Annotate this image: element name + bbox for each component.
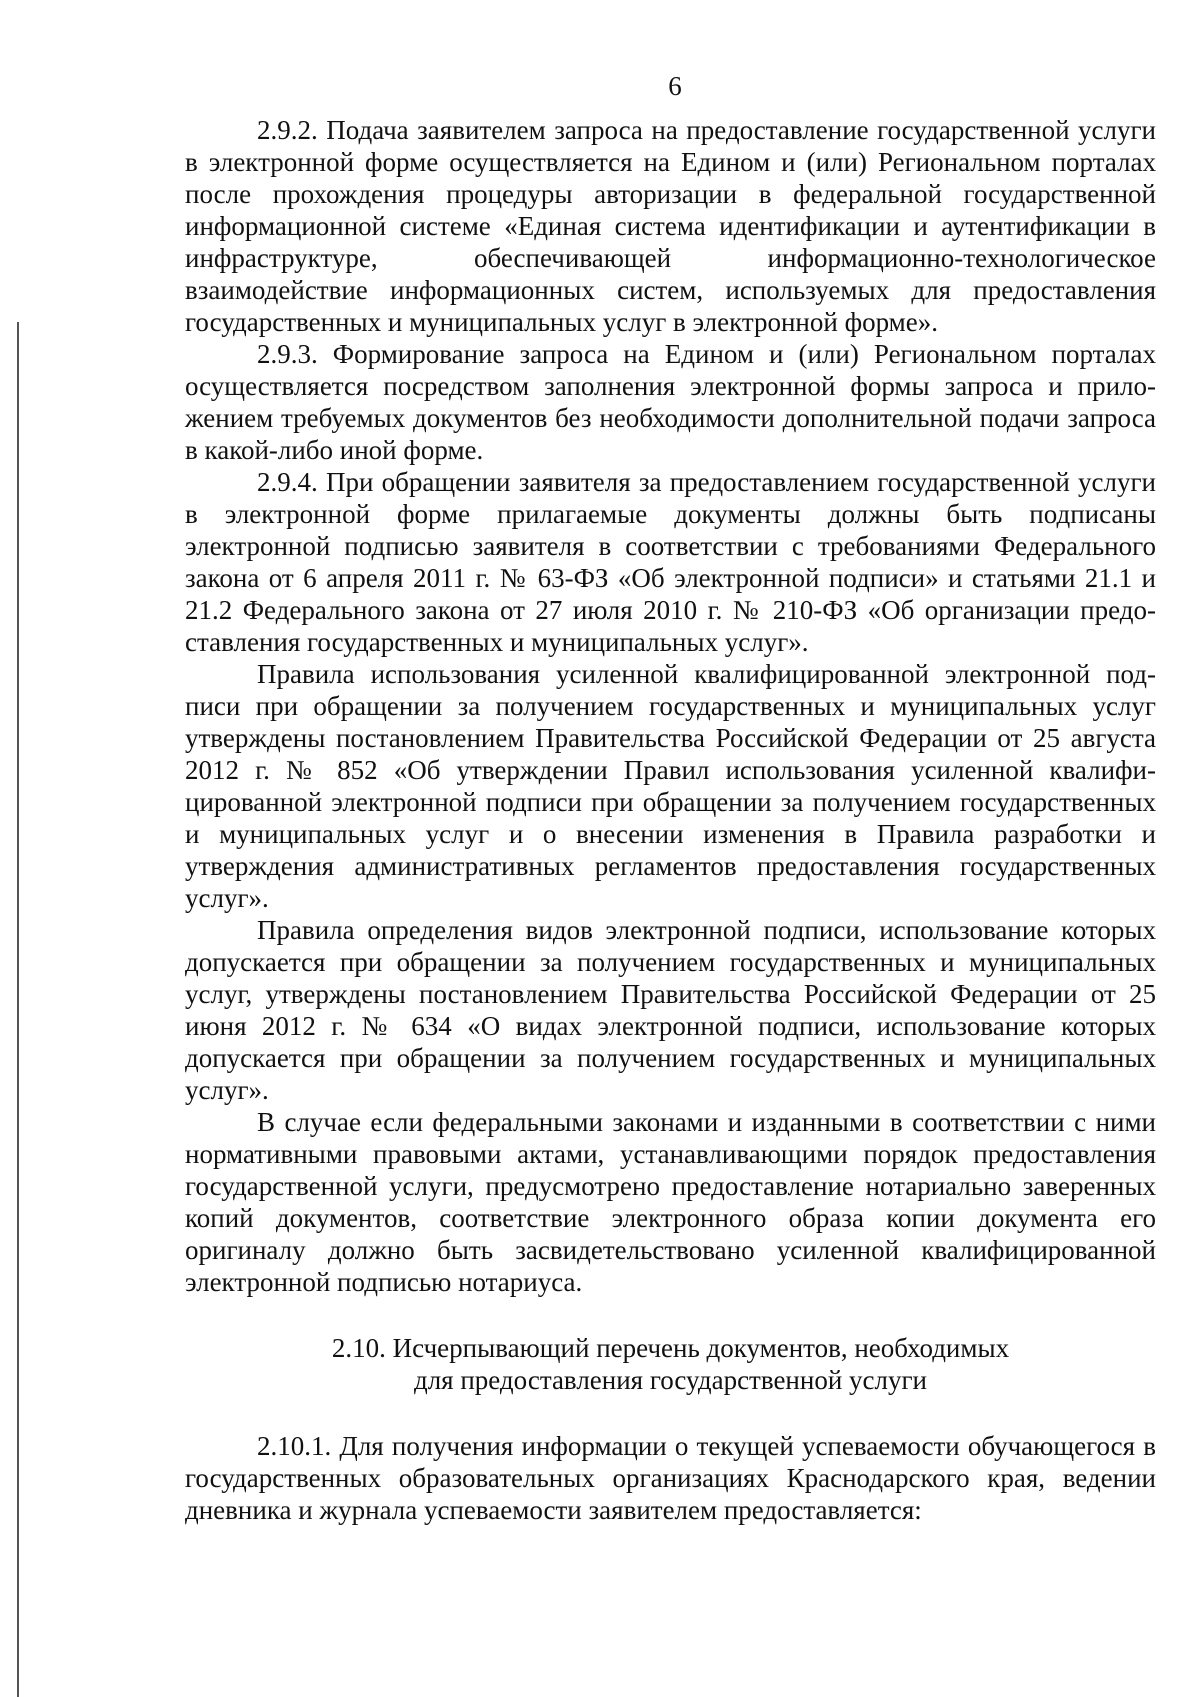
- section-heading-2-10: [185, 1332, 1156, 1396]
- paragraph-2-10-1: 2.10.1. Для получения информации о текущей успеваемости обучающегося в государственных образовательных организациях Краснодарского края, ведении дневника и журнала успеваемости заявителем предоставляется:: [185, 1431, 1156, 1525]
- document-body: [185, 114, 1156, 1526]
- paragraph-2-9-3: 2.9.3. Формирование запроса на Едином и (или) Региональном порталах осуществляется посредством заполнения электронной формы запроса и приложением требуемых документов без необходимости дополнительной подачи запроса в какой-либо иной форме.: [185, 339, 1156, 465]
- paragraph-notarial-copies: В случае если федеральными законами и изданными в соответствии с ними нормативными правовыми актами, устанавливающими порядок предоставления государственной услуги, предусмотрено предоставление нотариально заверенных копий документов, соответствие электронного образа копии документа его оригиналу должно быть засвидетельствовано усиленной квалифицированной электронной подписью нотариуса.: [185, 1107, 1156, 1297]
- paragraph-2-9-2: 2.9.2. Подача заявителем запроса на предоставление государственной услуги в электронной форме осуществляется на Едином и (или) Региональном порталах после прохождения процедуры авторизации в федеральной государственной информационной системе «Единая система идентификации и аутентификации в инфраструктуре, обеспечивающей информационно-технологическое взаимодействие информационных систем, используемых для предоставления государственных и муниципальных услуг в электронной форме».: [185, 115, 1156, 337]
- paragraph-signature-types: Правила определения видов электронной подписи, использование которых допускается при обращении за получением государственных и муниципальных услуг, утверждены постановлением Правительства Российской Федерации от 25 июня 2012 г. № 634 «О видах электронной подписи, использование которых допускается при обращении за получением государственных и муниципальных услуг».: [185, 915, 1156, 1105]
- scan-edge-line: [17, 322, 19, 1697]
- paragraph-signature-rules: Правила использования усиленной квалифицированной электронной подписи при обращении за получением государственных и муниципальных услуг утверждены постановлением Правительства Российской Федерации от 25 августа 2012 г. № 852 «Об утверждении Правил использования усиленной квалифицированной электронной подписи при обращении за получением государственных и муниципальных услуг и о внесении изменения в Правила разработки и утверждения административных регламентов предоставления государственных услуг».: [185, 659, 1156, 913]
- section-heading-line-1: 2.10. Исчерпывающий перечень документов, необходимых: [331, 1333, 1010, 1363]
- paragraph-2-9-4: 2.9.4. При обращении заявителя за предоставлением государственной услуги в электронной форме прилагаемые документы должны быть подписаны электронной подписью заявителя в соответствии с требованиями Федерального закона от 6 апреля 2011 г. № 63-ФЗ «Об электронной подписи» и статьями 21.1 и 21.2 Федерального закона от 27 июля 2010 г. № 210-ФЗ «Об организации предоставления государственных и муниципальных услуг».: [185, 467, 1156, 657]
- page-number: 6: [668, 71, 682, 101]
- section-heading-line-2: для предоставления государственной услуги: [413, 1365, 928, 1395]
